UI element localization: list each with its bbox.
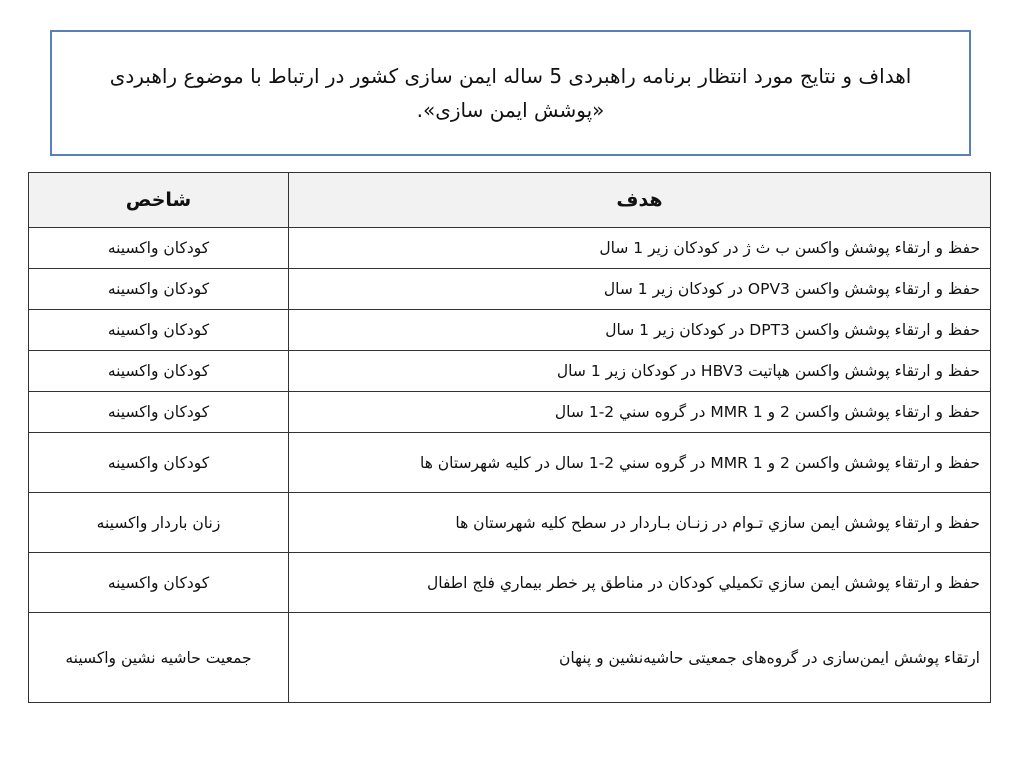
goal-cell: حفظ و ارتقاء پوشش واکسن ب ث ژ در کودکان زیر 1 سال [289,228,991,269]
title-box [50,30,971,156]
table-row [29,493,991,553]
indicator-cell: کودکان واکسینه [29,269,289,310]
goal-cell: ارتقاء پوشش ایمن‌سازی در گروه‌های جمعیتی حاشیه‌نشین و پنهان [289,613,991,703]
indicator-cell: کودکان واکسینه [29,392,289,433]
table-row [29,351,991,392]
slide-title: اهداف و نتایج مورد انتظار برنامه راهبردی 5 ساله ایمن سازی کشور در ارتباط با موضوع راهبردی «پوشش ایمن سازی». [109,64,912,122]
goal-cell: حفظ و ارتقاء پوشش واكسن 2 و MMR 1 در گروه سني 2-1 سال در کلیه شهرستان ها [289,433,991,493]
header-indicator: شاخص [29,173,289,228]
table-row [29,553,991,613]
table-row [29,228,991,269]
goal-cell: حفظ و ارتقاء پوشش واكسن 2 و MMR 1 در گروه سني 2-1 سال [289,392,991,433]
indicator-cell: کودکان واکسینه [29,433,289,493]
table-row [29,392,991,433]
indicator-cell: کودکان واکسینه [29,351,289,392]
goal-cell: حفظ و ارتقاء پوشش واکسن هپاتیت HBV3 در کودکان زیر 1 سال [289,351,991,392]
indicator-cell: کودکان واکسینه [29,228,289,269]
indicator-cell: کودکان واکسینه [29,553,289,613]
table-row [29,433,991,493]
goal-cell: حفظ و ارتقاء پوشش واکسن DPT3 در کودکان زیر 1 سال [289,310,991,351]
table-row [29,310,991,351]
indicator-cell: جمعیت حاشیه نشین واکسینه [29,613,289,703]
indicator-cell: زنان باردار واکسینه [29,493,289,553]
table-row [29,269,991,310]
goal-cell: حفظ و ارتقاء پوشش واکسن OPV3 در کودکان زیر 1 سال [289,269,991,310]
table-header-row [29,173,991,228]
goal-cell: حفظ و ارتقاء پوشش ايمن سازي تكميلي كودكان در مناطق پر خطر بيماري فلج اطفال [289,553,991,613]
goal-cell: حفظ و ارتقاء پوشش ايمن سازي تـوام در زنـان بـاردار در سطح کلیه شهرستان ها [289,493,991,553]
goals-table [28,172,991,703]
indicator-cell: کودکان واکسینه [29,310,289,351]
header-goal: هدف [289,173,991,228]
table-row [29,613,991,703]
